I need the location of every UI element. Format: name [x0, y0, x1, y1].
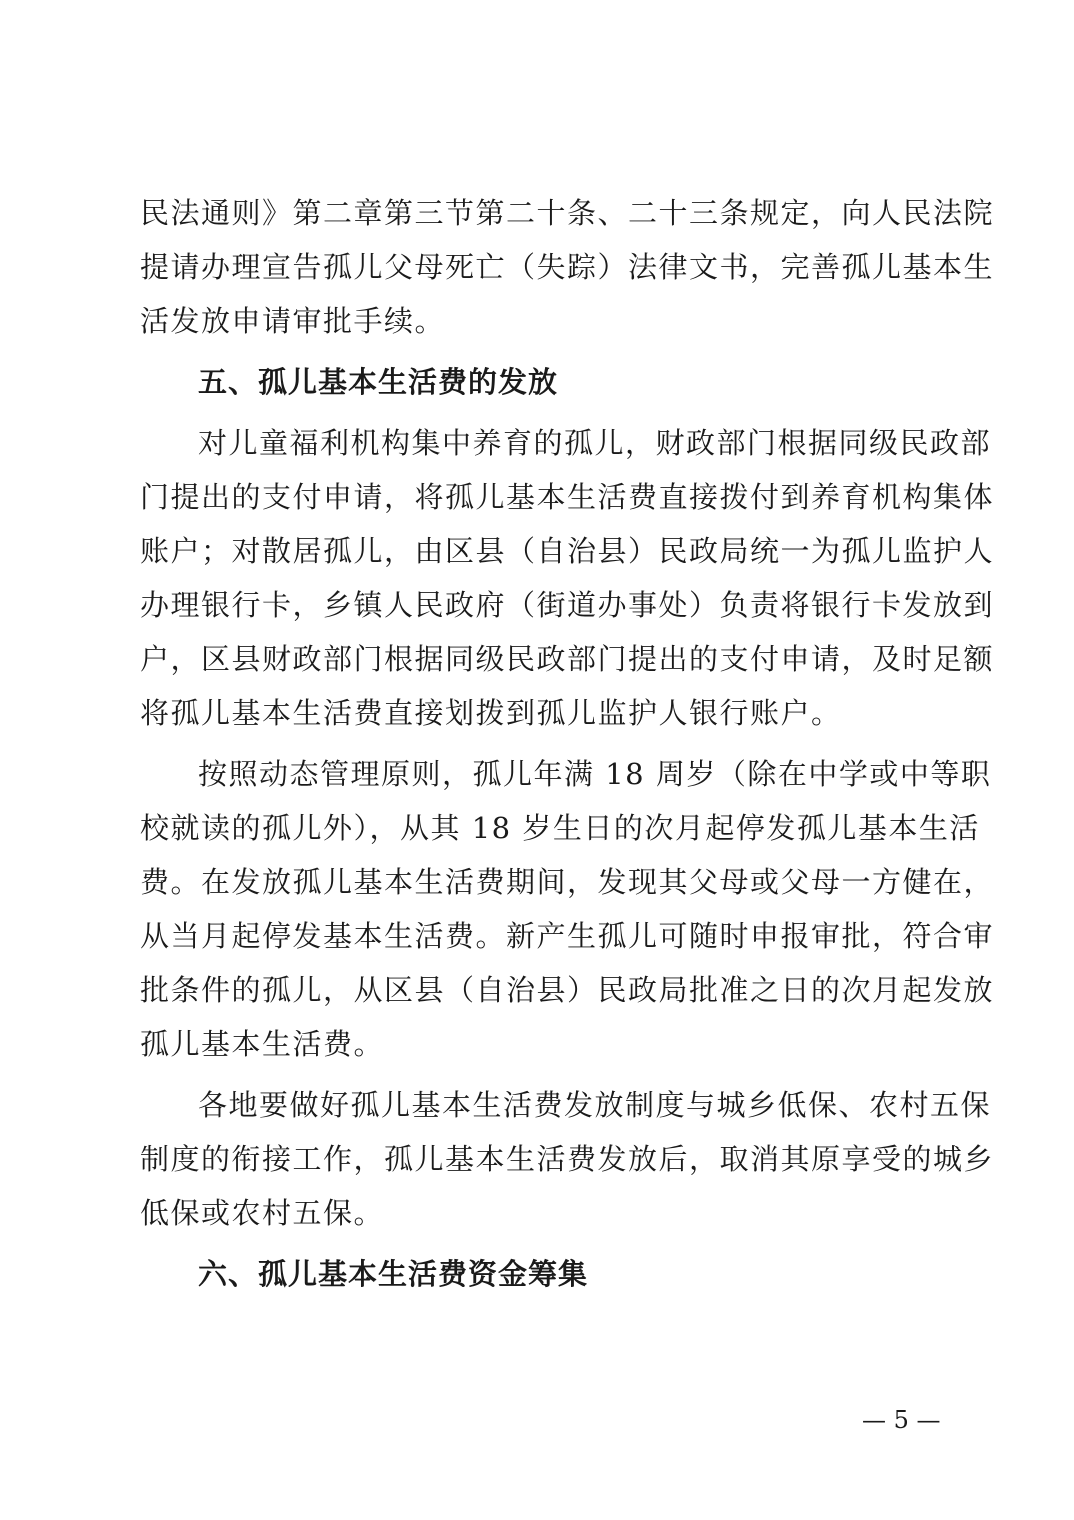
text-line: 各地要做好孤儿基本生活费发放制度与城乡低保、农村五保	[198, 1088, 992, 1122]
text-line: 校就读的孤儿外），从其 18 岁生日的次月起停发孤儿基本生活	[140, 811, 980, 845]
text-line: 门提出的支付申请，将孤儿基本生活费直接拨付到养育机构集体	[140, 480, 995, 514]
text-line: 低保或农村五保。	[140, 1196, 385, 1230]
paragraph-policy-link	[140, 1078, 995, 1240]
paragraph-dynamic-management	[140, 747, 995, 1071]
paragraph-continuation	[140, 186, 995, 348]
text-line: 民法通则》第二章第三节第二十条、二十三条规定，向人民法院	[140, 196, 995, 230]
text-line: 费。在发放孤儿基本生活费期间，发现其父母或父母一方健在，	[140, 865, 995, 899]
section-heading-5: 五、孤儿基本生活费的发放	[198, 365, 559, 399]
text-line: 提请办理宣告孤儿父母死亡（失踪）法律文书，完善孤儿基本生	[140, 250, 995, 284]
text-line: 制度的衔接工作，孤儿基本生活费发放后，取消其原享受的城乡	[140, 1142, 995, 1176]
text-line: 办理银行卡，乡镇人民政府（街道办事处）负责将银行卡发放到	[140, 588, 995, 622]
text-line: 活发放申请审批手续。	[140, 304, 446, 338]
text-line: 账户；对散居孤儿，由区县（自治县）民政局统一为孤儿监护人	[140, 534, 995, 568]
section-heading-6: 六、孤儿基本生活费资金筹集	[198, 1257, 589, 1291]
page-number: — 5 —	[862, 1406, 941, 1434]
text-line: 将孤儿基本生活费直接划拨到孤儿监护人银行账户。	[140, 696, 842, 730]
text-line: 对儿童福利机构集中养育的孤儿，财政部门根据同级民政部	[198, 426, 992, 460]
text-line: 孤儿基本生活费。	[140, 1027, 385, 1061]
paragraph-distribution	[140, 416, 995, 740]
text-line: 批条件的孤儿，从区县（自治县）民政局批准之日的次月起发放	[140, 973, 995, 1007]
text-line: 从当月起停发基本生活费。新产生孤儿可随时申报审批，符合审	[140, 919, 995, 953]
text-line: 按照动态管理原则，孤儿年满 18 周岁（除在中学或中等职	[198, 757, 992, 791]
document-body	[140, 186, 995, 1301]
text-line: 户，区县财政部门根据同级民政部门提出的支付申请，及时足额	[140, 642, 995, 676]
